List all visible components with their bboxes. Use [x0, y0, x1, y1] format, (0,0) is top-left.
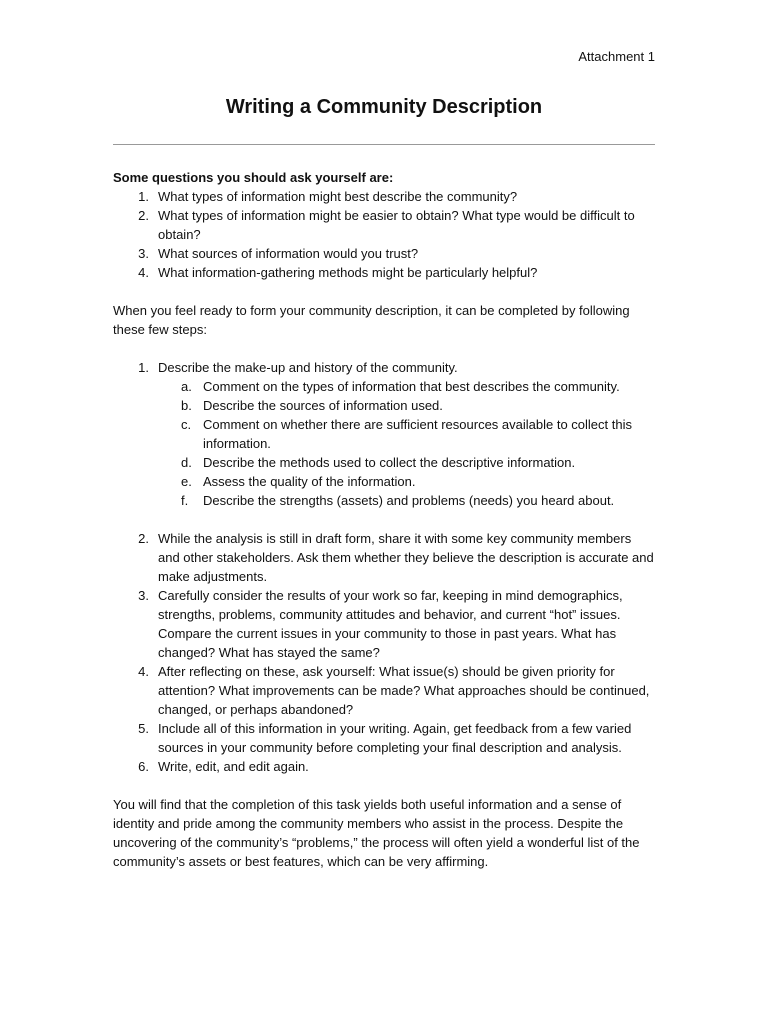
substep-item [158, 396, 655, 415]
substep-item [158, 415, 655, 453]
list-marker: 2. [138, 208, 149, 223]
step-item [113, 586, 655, 662]
list-marker: 3. [138, 246, 149, 261]
questions-lead: Some questions you should ask yourself are: [113, 170, 394, 185]
list-marker: 4. [138, 265, 149, 280]
list-marker: a. [181, 379, 192, 394]
substeps-list [158, 377, 655, 510]
step-text: Carefully consider the results of your work so far, keeping in mind demographics, strengths, problems, community attitudes and behavior, and current “hot” issues. Compare the current issues in your community to those in past years. What has changed? What has stayed the same? [158, 588, 623, 660]
list-marker: b. [181, 398, 192, 413]
question-item [113, 263, 655, 282]
step-text: Describe the make-up and history of the community. [158, 360, 458, 375]
step-text: After reflecting on these, ask yourself: What issue(s) should be given priority for attention? What improvements can be made? What approaches should be continued, changed, or perhaps abandoned? [158, 664, 650, 717]
question-text: What information-gathering methods might be particularly helpful? [158, 265, 538, 280]
question-item [113, 206, 655, 244]
list-marker: 3. [138, 588, 149, 603]
list-marker: 4. [138, 664, 149, 679]
step-text: While the analysis is still in draft form, share it with some key community members and other stakeholders. Ask them whether they believe the description is accurate and make adjustments. [158, 531, 654, 584]
substep-item [158, 377, 655, 396]
question-text: What types of information might best describe the community? [158, 189, 518, 204]
closing-paragraph: You will find that the completion of this task yields both useful information and a sense of identity and pride among the community members who assist in the process. Despite the uncovering of the community’s “problems,” the process will often yield a wonderful list of the community’s assets or best features, which can be very affirming. [113, 797, 640, 869]
step-text: Include all of this information in your writing. Again, get feedback from a few varied sources in your community before completing your final description and analysis. [158, 721, 632, 755]
question-text: What sources of information would you trust? [158, 246, 419, 261]
substep-text: Describe the strengths (assets) and problems (needs) you heard about. [203, 493, 615, 508]
list-marker: 6. [138, 759, 149, 774]
page-title: Writing a Community Description [225, 96, 543, 118]
step-item [113, 358, 655, 510]
attachment-label: Attachment 1 [578, 49, 655, 64]
list-marker: c. [181, 417, 192, 432]
substep-item [158, 491, 655, 510]
substep-item [158, 453, 655, 472]
question-item [113, 244, 655, 263]
steps-list [113, 358, 655, 510]
list-marker: 2. [138, 531, 149, 546]
substep-text: Comment on the types of information that best describes the community. [203, 379, 620, 394]
title-divider [113, 144, 655, 145]
step-text: Write, edit, and edit again. [158, 759, 309, 774]
spacer [113, 510, 655, 529]
list-marker: f. [181, 493, 189, 508]
document-body [113, 168, 655, 871]
intro-paragraph: When you feel ready to form your community description, it can be completed by following these few steps: [113, 303, 630, 337]
list-marker: e. [181, 474, 192, 489]
list-marker: 1. [138, 189, 149, 204]
step-item [113, 662, 655, 719]
question-text: What types of information might be easier to obtain? What type would be difficult to obtain? [158, 208, 635, 242]
substep-text: Comment on whether there are sufficient resources available to collect this information. [203, 417, 632, 451]
substep-text: Describe the sources of information used. [203, 398, 443, 413]
question-item [113, 187, 655, 206]
step-item [113, 529, 655, 586]
list-marker: 5. [138, 721, 149, 736]
substep-item [158, 472, 655, 491]
spacer [113, 282, 655, 301]
steps-list-continued [113, 529, 655, 776]
substep-text: Assess the quality of the information. [203, 474, 416, 489]
step-item [113, 757, 655, 776]
step-item [113, 719, 655, 757]
spacer [113, 339, 655, 358]
questions-list [113, 187, 655, 282]
substep-text: Describe the methods used to collect the descriptive information. [203, 455, 576, 470]
list-marker: d. [181, 455, 192, 470]
spacer [113, 776, 655, 795]
list-marker: 1. [138, 360, 149, 375]
